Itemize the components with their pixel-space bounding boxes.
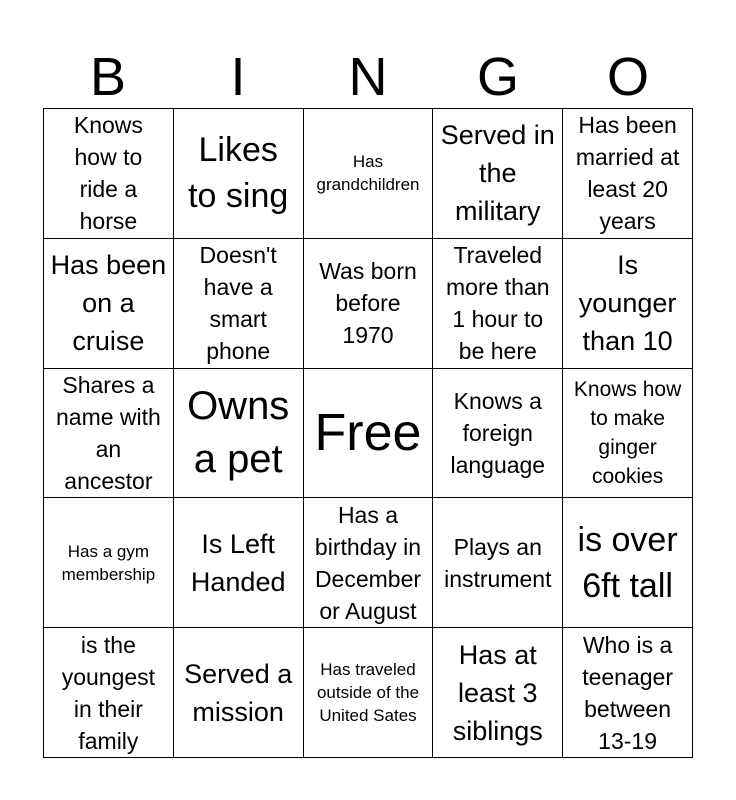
bingo-cell[interactable]: [563, 498, 693, 628]
cell-text: Owns a pet: [187, 383, 290, 481]
bingo-cell[interactable]: [563, 239, 693, 369]
cell-text: Has at least 3 siblings: [452, 639, 543, 746]
free-space-cell[interactable]: [304, 369, 434, 499]
bingo-cell[interactable]: [433, 628, 563, 758]
bingo-cell[interactable]: [563, 109, 693, 239]
cell-text: Shares a name with an ancestor: [55, 372, 161, 494]
bingo-cell[interactable]: [433, 109, 563, 239]
bingo-cell[interactable]: [44, 239, 174, 369]
bingo-cell[interactable]: [304, 628, 434, 758]
cell-text: Has traveled outside of the United Sates: [316, 660, 420, 726]
cell-text: Has grandchildren: [316, 152, 420, 195]
cell-text: Served a mission: [184, 658, 293, 727]
cell-text: Likes to sing: [188, 131, 289, 216]
cell-text: Has been married at least 20 years: [575, 112, 680, 235]
cell-text: Plays an instrument: [444, 533, 552, 592]
bingo-cell[interactable]: [44, 369, 174, 499]
cell-text: Knows a foreign language: [450, 387, 546, 478]
bingo-cell[interactable]: [304, 109, 434, 239]
header-letter-n: N: [348, 47, 388, 107]
bingo-cell[interactable]: [433, 239, 563, 369]
bingo-cell[interactable]: [174, 239, 304, 369]
bingo-cell[interactable]: [174, 369, 304, 499]
cell-text: is over 6ft tall: [577, 520, 678, 605]
bingo-cell[interactable]: [44, 628, 174, 758]
bingo-cell[interactable]: [174, 109, 304, 239]
cell-text: Is Left Handed: [190, 528, 286, 597]
bingo-cell[interactable]: [174, 628, 304, 758]
bingo-cell[interactable]: [563, 369, 693, 499]
bingo-cell[interactable]: [433, 498, 563, 628]
cell-text: Served in the military: [440, 120, 555, 227]
bingo-cell[interactable]: [433, 369, 563, 499]
cell-text: Doesn't have a smart phone: [199, 242, 277, 365]
bingo-cell[interactable]: [44, 498, 174, 628]
bingo-cell[interactable]: [304, 239, 434, 369]
cell-text: Who is a teenager between 13-19: [582, 631, 673, 754]
bingo-cell[interactable]: [563, 628, 693, 758]
cell-text: Was born before 1970: [319, 258, 417, 349]
bingo-cell[interactable]: [174, 498, 304, 628]
bingo-cell[interactable]: [44, 109, 174, 239]
cell-text: Has a birthday in December or August: [314, 501, 422, 624]
free-space-text: Free: [314, 403, 422, 462]
cell-text: is the youngest in their family: [61, 631, 156, 754]
cell-text: Traveled more than 1 hour to be here: [446, 242, 550, 365]
header-letter-g: G: [476, 47, 519, 107]
header-letter-b: B: [89, 47, 127, 107]
header-letter-i: I: [230, 47, 246, 107]
bingo-cell[interactable]: [304, 498, 434, 628]
header-letter-o: O: [606, 47, 649, 107]
bingo-board: [43, 108, 693, 758]
cell-text: Has a gym membership: [61, 541, 156, 584]
cell-text: Knows how to make ginger cookies: [573, 377, 682, 488]
cell-text: Is younger than 10: [578, 250, 677, 357]
bingo-header: [43, 46, 693, 108]
cell-text: Has been on a cruise: [50, 250, 167, 357]
cell-text: Knows how to ride a horse: [73, 112, 143, 235]
